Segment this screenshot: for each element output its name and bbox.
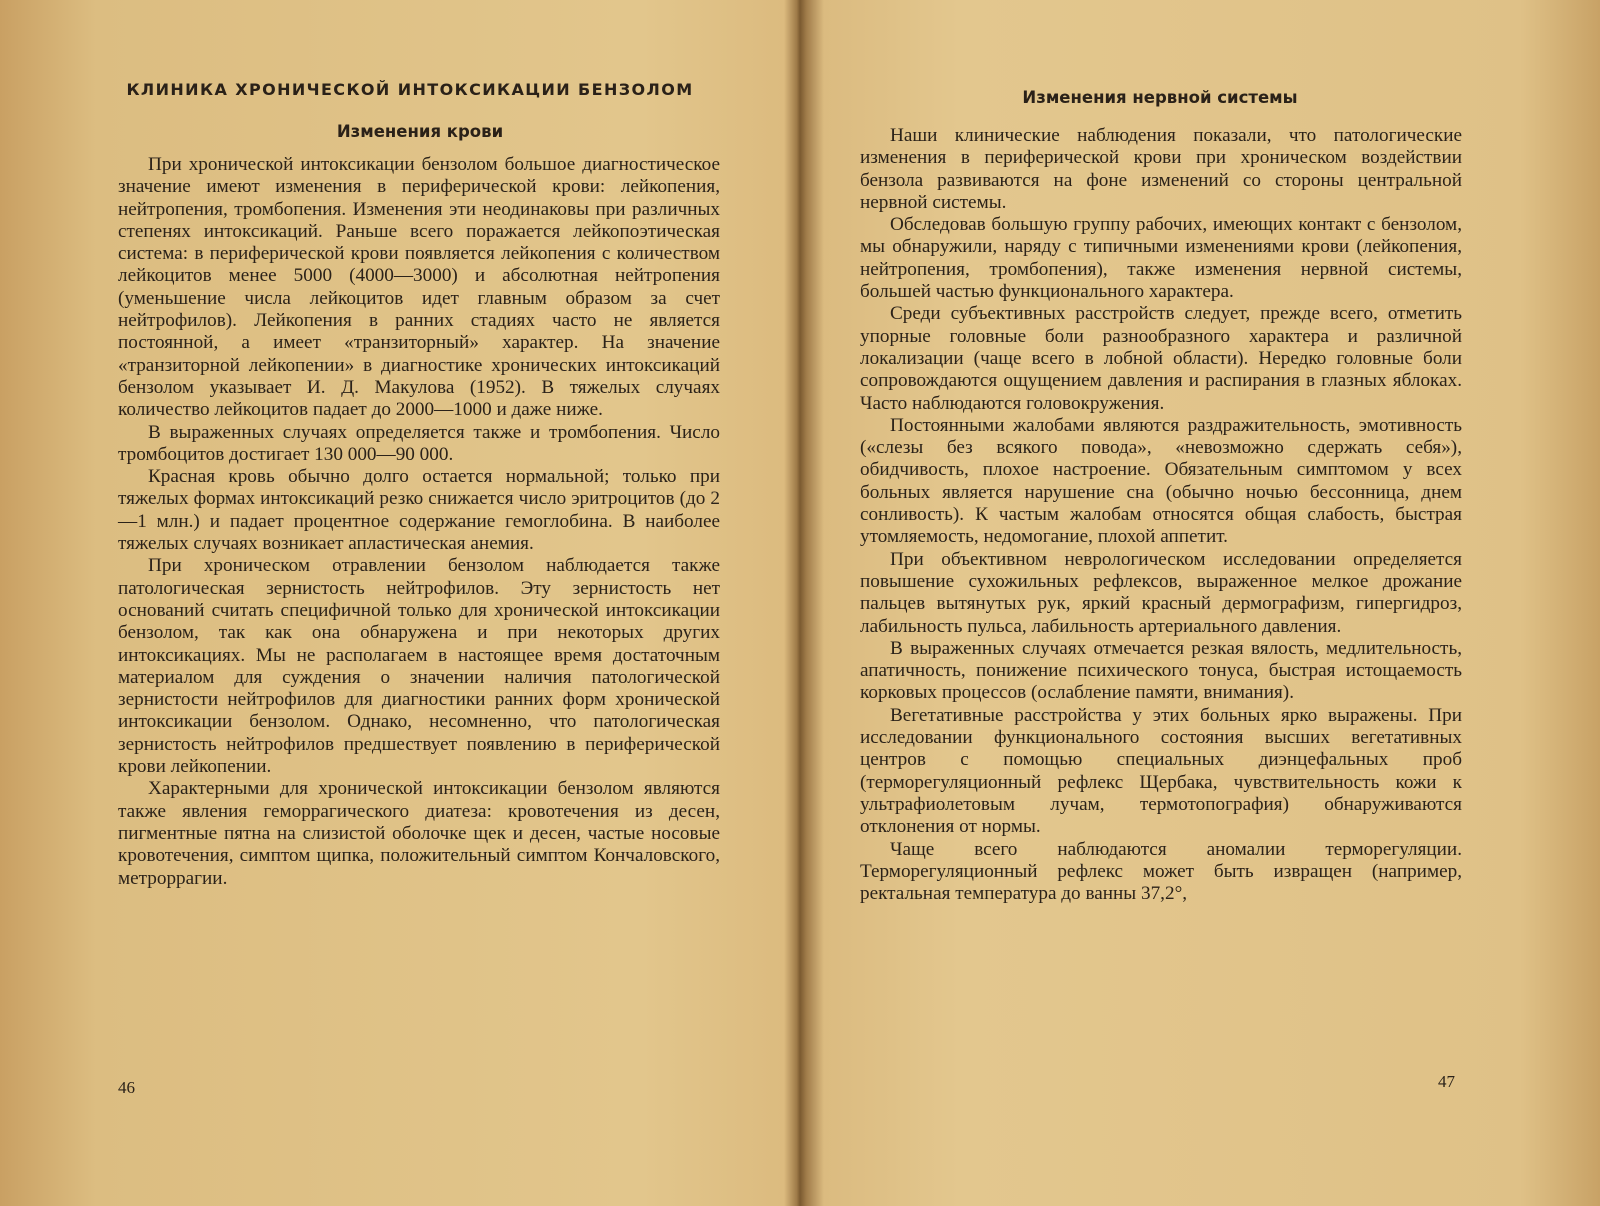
paragraph: Вегетативные расстройства у этих больных ярко выражены. При исследовании функционального состояния высших вегетативных центров с помощью специальных диэнцефальных проб (терморегуляционный рефлекс Щербака, чувствительность кожи к ультрафиолетовым лучам, термотопография) обнаруживаются отклонения от нормы.: [860, 704, 1462, 838]
paragraph: Обследовав большую группу рабочих, имеющих контакт с бензолом, мы обнаружили, наряду с типичными изменениями крови (лейкопения, нейтропения, тромбопения), также изменения нервной системы, большей частью функционального характера.: [860, 214, 1462, 303]
paragraph: Среди субъективных расстройств следует, прежде всего, отметить упорные головные боли разнообразного характера и различной локализации (чаще всего в лобной области). Нередко головные боли сопровождаются ощущением давления и распирания в глазных яблоках. Часто наблюдаются головокружения.: [860, 303, 1462, 414]
left-body-text: [118, 154, 720, 890]
chapter-heading: КЛИНИКА ХРОНИЧЕСКОЙ ИНТОКСИКАЦИИ БЕНЗОЛОМ: [126, 80, 694, 99]
paragraph: При объективном неврологическом исследовании определяется повышение сухожильных рефлексов, выраженное мелкое дрожание пальцев вытянутых рук, яркий красный дермографизм, гипергидроз, лабильность пульса, лабильность артериального давления.: [860, 548, 1462, 637]
page-number: 46: [118, 1078, 135, 1097]
section-title-blood: Изменения крови: [336, 122, 504, 141]
right-body-text: [860, 125, 1462, 905]
paragraph: В выраженных случаях отмечается резкая вялость, медлительность, апатичность, понижение психического тонуса, быстрая истощаемость корковых процессов (ослабление памяти, внимания).: [860, 637, 1462, 704]
paragraph: В выраженных случаях определяется также и тромбопения. Число тромбоцитов достигает 130 000—90 000.: [118, 421, 720, 465]
paragraph: При хроническом отравлении бензолом наблюдается также патологическая зернистость нейтрофилов. Эту зернистость нет оснований считать специфичной только для хронической интоксикации бензолом, так как она обнаружена и при некоторых других интоксикациях. Мы не располагаем в настоящее время достаточным материалом для суждения о значении наличия патологической зернистости нейтрофилов для диагностики ранних форм хронической интоксикации бензолом. Однако, несомненно, что патологическая зернистость нейтрофилов предшествует появлению в периферической крови лейкопении.: [118, 555, 720, 778]
page-number: 47: [1438, 1072, 1455, 1091]
paragraph: Постоянными жалобами являются раздражительность, эмотивность («слезы без всякого повода», «невозможно сдержать себя»), обидчивость, плохое настроение. Обязательным симптомом у всех больных является нарушение сна (обычно ночью бессонница, днем сонливость). К частым жалобам относятся общая слабость, быстрая утомляемость, недомогание, плохой аппетит.: [860, 414, 1462, 548]
section-title-nervous-system: Изменения нервной системы: [1022, 88, 1298, 107]
right-page: [800, 0, 1600, 1206]
paragraph: При хронической интоксикации бензолом большое диагностическое значение имеют изменения в периферической крови: лейкопения, нейтропения, тромбопения. Изменения эти неодинаковы при различных степенях интоксикаций. Раньше всего поражается лейкопоэтическая система: в периферической крови появляется лейкопения с количеством лейкоцитов менее 5000 (4000—3000) и абсолютная нейтропения (уменьшение числа лейкоцитов идет главным образом за счет нейтрофилов). Лейкопения в ранних стадиях часто не является постоянной, а имеет «транзиторный» характер. На значение «транзиторной лейкопении» в диагностике хронических интоксикаций бензолом указывает И. Д. Макулова (1952). В тяжелых случаях количество лейкоцитов падает до 2000—1000 и даже ниже.: [118, 154, 720, 421]
paragraph: Красная кровь обычно долго остается нормальной; только при тяжелых формах интоксикаций резко снижается число эритроцитов (до 2—1 млн.) и падает процентное содержание гемоглобина. В наиболее тяжелых случаях возникает апластическая анемия.: [118, 466, 720, 555]
paragraph: Чаще всего наблюдаются аномалии терморегуляции. Терморегуляционный рефлекс может быть извращен (например, ректальная температура до ванны 37,2°,: [860, 838, 1462, 905]
paragraph: Характерными для хронической интоксикации бензолом являются также явления геморрагического диатеза: кровотечения из десен, пигментные пятна на слизистой оболочке щек и десен, частые носовые кровотечения, симптом щипка, положительный симптом Кончаловского, метроррагии.: [118, 778, 720, 889]
paragraph: Наши клинические наблюдения показали, что патологические изменения в периферической крови при хроническом воздействии бензола развиваются на фоне изменений со стороны центральной нервной системы.: [860, 125, 1462, 213]
